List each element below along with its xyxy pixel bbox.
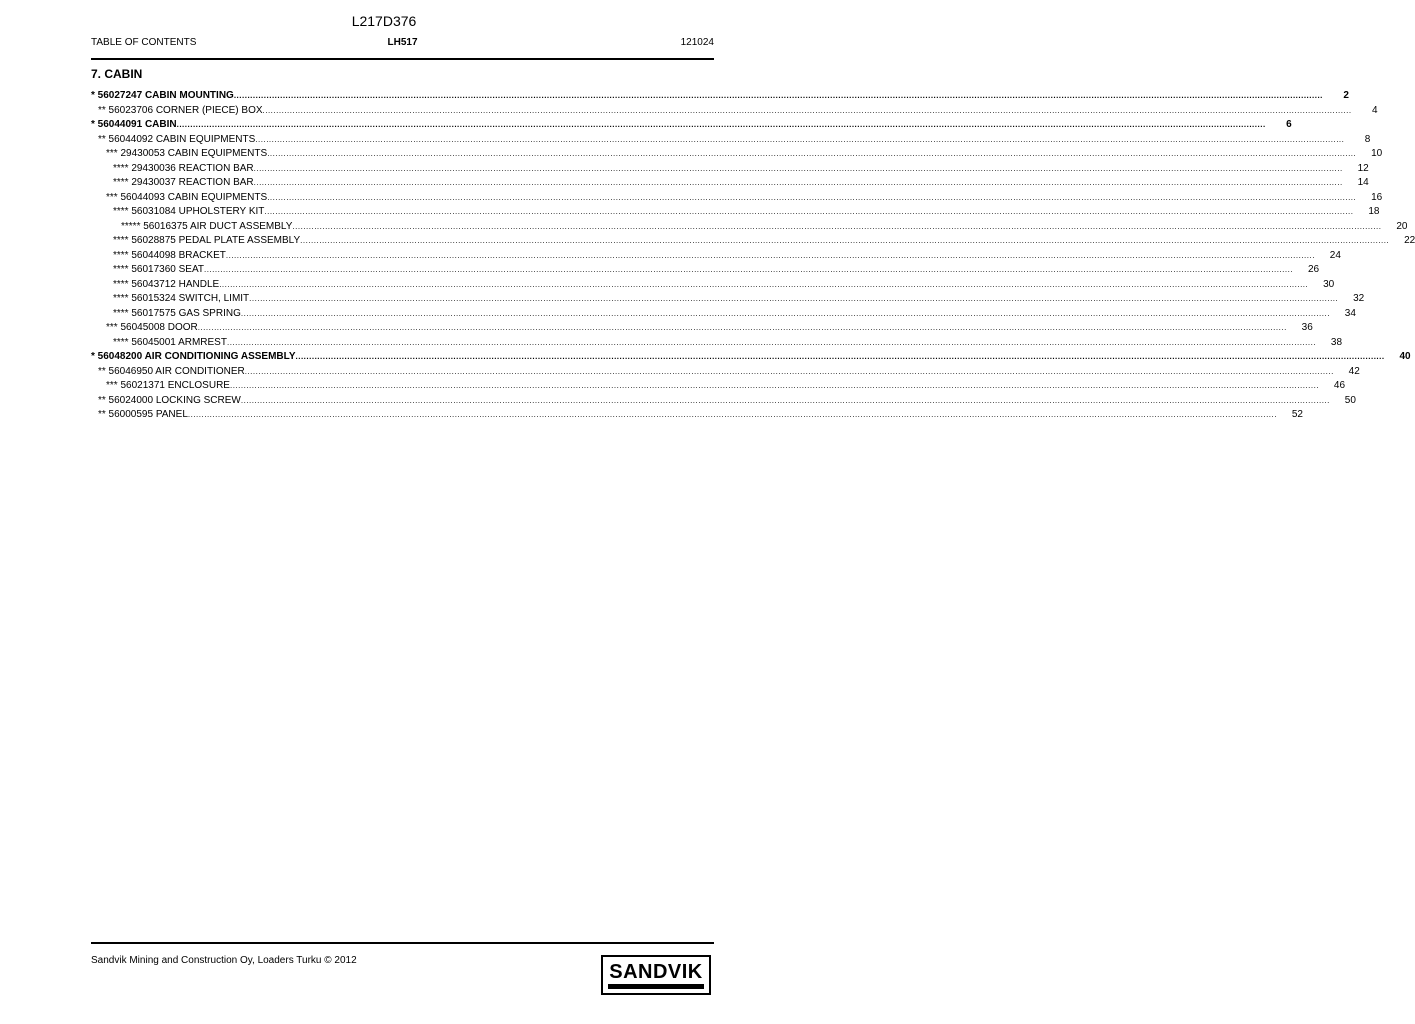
toc-entry-title: * 56027247 CABIN MOUNTING (91, 90, 234, 101)
toc-entry[interactable] (91, 205, 1380, 220)
toc-entry-page: 10 (1371, 148, 1383, 159)
toc-entry-page: 2 (1343, 90, 1349, 101)
toc-leader-dots: ................................................................................................................................................................................................................................................................................................................................................................................................................ (240, 395, 1330, 405)
toc-leader-dots: ................................................................................................................................................................................................................................................................................................................................................................................................................ (240, 308, 1330, 318)
header-right: 121024 (680, 37, 714, 48)
toc-entry[interactable] (91, 379, 1346, 394)
toc-entry-title: * 56044091 CABIN (91, 119, 177, 130)
toc-entry-page: 38 (1330, 336, 1343, 348)
table-of-contents (91, 89, 1415, 423)
toc-entry-title: **** 29430036 REACTION BAR (113, 162, 254, 174)
toc-entry-title: **** 56015324 SWITCH, LIMIT (113, 293, 250, 304)
sandvik-logo (601, 955, 711, 995)
toc-entry-title: **** 56043712 HANDLE (113, 278, 220, 290)
toc-entry-title: **** 56031084 UPHOLSTERY KIT (113, 206, 265, 217)
page-header (91, 37, 714, 49)
toc-entry-title: ** 56024000 LOCKING SCREW (98, 394, 241, 406)
section-title: 7. CABIN (91, 67, 143, 81)
toc-entry[interactable] (91, 133, 1371, 148)
toc-entry-title: **** 56017575 GAS SPRING (113, 307, 241, 319)
toc-leader-dots: ................................................................................................................................................................................................................................................................................................................................................................................................................ (197, 323, 1287, 332)
toc-leader-dots: ................................................................................................................................................................................................................................................................................................................................................................................................................ (204, 265, 1294, 274)
toc-entry[interactable] (91, 191, 1383, 206)
toc-leader-dots: ................................................................................................................................................................................................................................................................................................................................................................................................................ (253, 178, 1343, 187)
toc-leader-dots: ................................................................................................................................................................................................................................................................................................................................................................................................................ (225, 250, 1315, 260)
toc-entry-title: **** 56028875 PEDAL PLATE ASSEMBLY (113, 235, 301, 246)
toc-entry[interactable] (91, 263, 1320, 278)
toc-leader-dots: ................................................................................................................................................................................................................................................................................................................................................................................................................ (292, 221, 1382, 231)
toc-entry-page: 26 (1307, 264, 1320, 275)
toc-entry[interactable] (91, 408, 1303, 423)
toc-entry[interactable] (91, 350, 1411, 365)
toc-entry-page: 12 (1357, 162, 1369, 174)
logo-text: SANDVIK (609, 960, 703, 983)
toc-entry-page: 18 (1368, 206, 1380, 217)
toc-entry[interactable] (91, 176, 1369, 191)
toc-entry-title: ***** 56016375 AIR DUCT ASSEMBLY (121, 220, 293, 232)
toc-entry-page: 32 (1353, 293, 1365, 304)
toc-entry-title: *** 56044093 CABIN EQUIPMENTS (106, 191, 268, 203)
toc-entry-title: **** 29430037 REACTION BAR (113, 177, 254, 188)
toc-entry-title: ** 56046950 AIR CONDITIONER (98, 365, 245, 377)
toc-entry-page: 4 (1372, 104, 1378, 116)
toc-entry-page: 52 (1291, 409, 1303, 420)
toc-entry[interactable] (91, 118, 1292, 133)
toc-entry-page: 8 (1364, 133, 1371, 145)
toc-entry[interactable] (91, 394, 1356, 409)
toc-leader-dots: ................................................................................................................................................................................................................................................................................................................................................................................................................ (262, 105, 1352, 115)
toc-leader-dots: ................................................................................................................................................................................................................................................................................................................................................................................................................ (255, 134, 1345, 144)
toc-leader-dots: ................................................................................................................................................................................................................................................................................................................................................................................................................ (226, 337, 1317, 347)
toc-entry[interactable] (91, 89, 1349, 104)
toc-entry[interactable] (91, 278, 1335, 293)
header-divider (91, 58, 714, 60)
toc-leader-dots: ................................................................................................................................................................................................................................................................................................................................................................................................................ (244, 366, 1334, 376)
toc-leader-dots: ................................................................................................................................................................................................................................................................................................................................................................................................................ (176, 120, 1266, 129)
toc-entry[interactable] (91, 307, 1356, 322)
toc-leader-dots: ................................................................................................................................................................................................................................................................................................................................................................................................................ (295, 352, 1385, 361)
toc-entry-page: 46 (1333, 380, 1346, 391)
logo-frame (601, 955, 711, 995)
logo-underline (608, 984, 704, 989)
toc-entry[interactable] (91, 220, 1408, 235)
toc-entry-title: * 56048200 AIR CONDITIONING ASSEMBLY (91, 351, 296, 362)
toc-entry-page: 20 (1396, 220, 1408, 232)
toc-entry-page: 40 (1399, 351, 1411, 362)
toc-entry-title: ** 56023706 CORNER (PIECE) BOX (98, 104, 263, 116)
toc-leader-dots: ................................................................................................................................................................................................................................................................................................................................................................................................................ (253, 163, 1343, 173)
toc-entry[interactable] (91, 336, 1343, 351)
header-left: TABLE OF CONTENTS (91, 37, 197, 48)
toc-leader-dots: ................................................................................................................................................................................................................................................................................................................................................................................................................ (187, 410, 1277, 419)
toc-entry-page: 24 (1329, 249, 1341, 261)
toc-leader-dots: ................................................................................................................................................................................................................................................................................................................................................................................................................ (249, 294, 1339, 303)
toc-leader-dots: ................................................................................................................................................................................................................................................................................................................................................................................................................ (267, 192, 1357, 202)
toc-entry-page: 22 (1404, 235, 1415, 246)
toc-entry-page: 42 (1348, 365, 1360, 377)
toc-entry-title: *** 56045008 DOOR (106, 322, 198, 333)
toc-entry-page: 36 (1301, 322, 1313, 333)
toc-entry[interactable] (91, 321, 1313, 336)
toc-leader-dots: ................................................................................................................................................................................................................................................................................................................................................................................................................ (264, 207, 1354, 216)
toc-entry-page: 14 (1357, 177, 1369, 188)
toc-leader-dots: ................................................................................................................................................................................................................................................................................................................................................................................................................ (267, 149, 1357, 158)
footer-copyright: Sandvik Mining and Construction Oy, Loaders Turku © 2012 (91, 955, 357, 966)
toc-entry-page: 50 (1344, 394, 1356, 406)
toc-entry[interactable] (91, 147, 1383, 162)
toc-entry[interactable] (91, 365, 1360, 380)
toc-entry-page: 16 (1371, 191, 1383, 203)
toc-entry-title: *** 29430053 CABIN EQUIPMENTS (106, 148, 268, 159)
toc-entry[interactable] (91, 292, 1365, 307)
toc-entry-title: **** 56017360 SEAT (113, 264, 204, 275)
toc-entry[interactable] (91, 234, 1415, 249)
toc-entry-page: 30 (1323, 278, 1335, 290)
toc-entry-title: **** 56044098 BRACKET (113, 249, 226, 261)
toc-entry[interactable] (91, 249, 1341, 264)
toc-entry[interactable] (91, 162, 1369, 177)
toc-entry-title: ** 56044092 CABIN EQUIPMENTS (98, 133, 256, 145)
toc-entry-title: **** 56045001 ARMREST (113, 336, 227, 348)
header-center: LH517 (387, 37, 418, 48)
toc-entry-title: ** 56000595 PANEL (98, 409, 188, 420)
toc-leader-dots: ................................................................................................................................................................................................................................................................................................................................................................................................................ (219, 279, 1309, 289)
toc-entry[interactable] (91, 104, 1378, 119)
toc-entry-title: *** 56021371 ENCLOSURE (106, 380, 230, 391)
toc-leader-dots: ................................................................................................................................................................................................................................................................................................................................................................................................................ (300, 236, 1390, 245)
toc-entry-page: 34 (1344, 307, 1356, 319)
toc-leader-dots: ................................................................................................................................................................................................................................................................................................................................................................................................................ (233, 91, 1323, 100)
footer-divider (91, 942, 714, 944)
toc-leader-dots: ................................................................................................................................................................................................................................................................................................................................................................................................................ (229, 381, 1320, 390)
toc-entry-page: 6 (1286, 119, 1292, 130)
document-id: L217D376 (351, 13, 417, 29)
